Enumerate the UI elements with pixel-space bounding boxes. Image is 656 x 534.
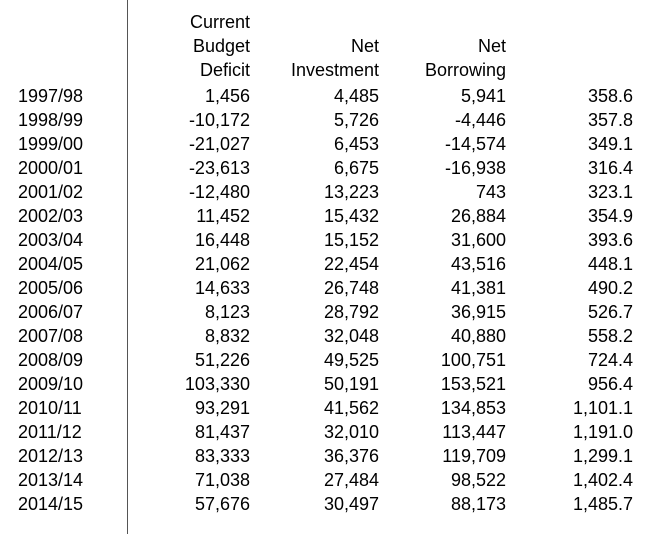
net-borrowing-cell: 26,884 bbox=[450, 206, 506, 226]
net-investment-cell: 41,562 bbox=[323, 398, 379, 418]
net-borrowing-cell: 31,600 bbox=[450, 230, 506, 250]
net-investment-cell: 5,726 bbox=[333, 110, 379, 130]
year-cell: 2008/09 bbox=[18, 350, 84, 370]
value-cell: 526.7 bbox=[587, 302, 633, 322]
table-row bbox=[0, 300, 656, 324]
net-borrowing-cell: 100,751 bbox=[440, 350, 506, 370]
current-budget-deficit-cell: 1,456 bbox=[204, 86, 250, 106]
value-cell: 448.1 bbox=[587, 254, 633, 274]
header-line: Current bbox=[189, 12, 250, 32]
year-cell: 2004/05 bbox=[18, 254, 84, 274]
net-investment-cell: 13,223 bbox=[323, 182, 379, 202]
header-net-investment bbox=[291, 34, 379, 82]
value-cell: 349.1 bbox=[587, 134, 633, 154]
value-cell: 724.4 bbox=[587, 350, 633, 370]
net-borrowing-cell: 98,522 bbox=[450, 470, 506, 490]
header-line: Budget bbox=[192, 36, 250, 56]
value-cell: 558.2 bbox=[587, 326, 633, 346]
table-row bbox=[0, 204, 656, 228]
year-cell: 2001/02 bbox=[18, 182, 84, 202]
net-borrowing-cell: 88,173 bbox=[450, 494, 506, 514]
header-net-borrowing bbox=[425, 34, 506, 82]
table-row bbox=[0, 180, 656, 204]
value-cell: 1,101.1 bbox=[572, 398, 633, 418]
current-budget-deficit-cell: 71,038 bbox=[194, 470, 250, 490]
net-borrowing-cell: 119,709 bbox=[442, 446, 506, 466]
net-borrowing-cell: -14,574 bbox=[444, 134, 506, 154]
table-row bbox=[0, 108, 656, 132]
current-budget-deficit-cell: 8,123 bbox=[204, 302, 250, 322]
net-investment-cell: 15,152 bbox=[323, 230, 379, 250]
net-investment-cell: 30,497 bbox=[323, 494, 379, 514]
current-budget-deficit-cell: 21,062 bbox=[194, 254, 250, 274]
year-cell: 1997/98 bbox=[18, 86, 84, 106]
net-investment-cell: 28,792 bbox=[323, 302, 379, 322]
value-cell: 956.4 bbox=[587, 374, 633, 394]
current-budget-deficit-cell: -10,172 bbox=[188, 110, 250, 130]
value-cell: 1,485.7 bbox=[572, 494, 633, 514]
net-borrowing-cell: 113,447 bbox=[442, 422, 506, 442]
net-investment-cell: 49,525 bbox=[323, 350, 379, 370]
value-cell: 357.8 bbox=[587, 110, 633, 130]
year-cell: 2005/06 bbox=[18, 278, 84, 298]
current-budget-deficit-cell: 51,226 bbox=[194, 350, 250, 370]
net-borrowing-cell: -4,446 bbox=[454, 110, 506, 130]
net-investment-cell: 50,191 bbox=[323, 374, 379, 394]
value-cell: 358.6 bbox=[587, 86, 633, 106]
value-cell: 316.4 bbox=[587, 158, 633, 178]
value-cell: 354.9 bbox=[587, 206, 633, 226]
current-budget-deficit-cell: 83,333 bbox=[194, 446, 250, 466]
current-budget-deficit-cell: 103,330 bbox=[184, 374, 250, 394]
current-budget-deficit-cell: 93,291 bbox=[194, 398, 250, 418]
current-budget-deficit-cell: -12,480 bbox=[188, 182, 250, 202]
net-investment-cell: 32,010 bbox=[323, 422, 379, 442]
table-row bbox=[0, 348, 656, 372]
table-row bbox=[0, 372, 656, 396]
year-cell: 2000/01 bbox=[18, 158, 84, 178]
net-investment-cell: 32,048 bbox=[323, 326, 379, 346]
table-row bbox=[0, 276, 656, 300]
year-cell: 2011/12 bbox=[18, 422, 82, 442]
net-borrowing-cell: 41,381 bbox=[450, 278, 506, 298]
year-cell: 2006/07 bbox=[18, 302, 84, 322]
year-cell: 2007/08 bbox=[18, 326, 84, 346]
year-cell: 2010/11 bbox=[18, 398, 82, 418]
table-row bbox=[0, 156, 656, 180]
table-row bbox=[0, 396, 656, 420]
data-table-body bbox=[0, 84, 656, 516]
net-borrowing-cell: 153,521 bbox=[440, 374, 506, 394]
year-cell: 2012/13 bbox=[18, 446, 84, 466]
header-line: Net bbox=[350, 36, 379, 56]
header-line: Deficit bbox=[199, 60, 250, 80]
table-row bbox=[0, 492, 656, 516]
net-investment-cell: 6,675 bbox=[333, 158, 379, 178]
net-borrowing-cell: 5,941 bbox=[460, 86, 506, 106]
current-budget-deficit-cell: 16,448 bbox=[194, 230, 250, 250]
net-investment-cell: 4,485 bbox=[333, 86, 379, 106]
current-budget-deficit-cell: 11,452 bbox=[196, 206, 250, 226]
net-borrowing-cell: 134,853 bbox=[440, 398, 506, 418]
net-investment-cell: 15,432 bbox=[323, 206, 379, 226]
table-row bbox=[0, 228, 656, 252]
value-cell: 1,402.4 bbox=[572, 470, 633, 490]
table-row bbox=[0, 420, 656, 444]
table-row bbox=[0, 444, 656, 468]
net-borrowing-cell: 40,880 bbox=[450, 326, 506, 346]
net-borrowing-cell: 43,516 bbox=[450, 254, 506, 274]
header-line: Net bbox=[477, 36, 506, 56]
year-cell: 1998/99 bbox=[18, 110, 84, 130]
current-budget-deficit-cell: -21,027 bbox=[188, 134, 250, 154]
net-borrowing-cell: 743 bbox=[475, 182, 506, 202]
value-cell: 1,191.0 bbox=[572, 422, 633, 442]
net-investment-cell: 22,454 bbox=[323, 254, 379, 274]
year-cell: 1999/00 bbox=[18, 134, 84, 154]
year-cell: 2009/10 bbox=[18, 374, 84, 394]
net-borrowing-cell: 36,915 bbox=[450, 302, 506, 322]
year-cell: 2013/14 bbox=[18, 470, 84, 490]
net-investment-cell: 27,484 bbox=[323, 470, 379, 490]
header-line: Investment bbox=[290, 60, 379, 80]
year-cell: 2003/04 bbox=[18, 230, 84, 250]
current-budget-deficit-cell: -23,613 bbox=[188, 158, 250, 178]
net-investment-cell: 36,376 bbox=[323, 446, 379, 466]
table-row bbox=[0, 468, 656, 492]
table-row bbox=[0, 324, 656, 348]
current-budget-deficit-cell: 8,832 bbox=[204, 326, 250, 346]
value-cell: 490.2 bbox=[587, 278, 633, 298]
net-investment-cell: 26,748 bbox=[323, 278, 379, 298]
year-cell: 2002/03 bbox=[18, 206, 84, 226]
table-row bbox=[0, 252, 656, 276]
current-budget-deficit-cell: 57,676 bbox=[194, 494, 250, 514]
value-cell: 323.1 bbox=[587, 182, 633, 202]
year-cell: 2014/15 bbox=[18, 494, 84, 514]
header-current-budget-deficit bbox=[190, 10, 250, 82]
current-budget-deficit-cell: 81,437 bbox=[194, 422, 250, 442]
net-investment-cell: 6,453 bbox=[333, 134, 379, 154]
table-row bbox=[0, 132, 656, 156]
value-cell: 1,299.1 bbox=[572, 446, 633, 466]
value-cell: 393.6 bbox=[587, 230, 633, 250]
net-borrowing-cell: -16,938 bbox=[444, 158, 506, 178]
table-row bbox=[0, 84, 656, 108]
current-budget-deficit-cell: 14,633 bbox=[194, 278, 250, 298]
header-line: Borrowing bbox=[424, 60, 506, 80]
